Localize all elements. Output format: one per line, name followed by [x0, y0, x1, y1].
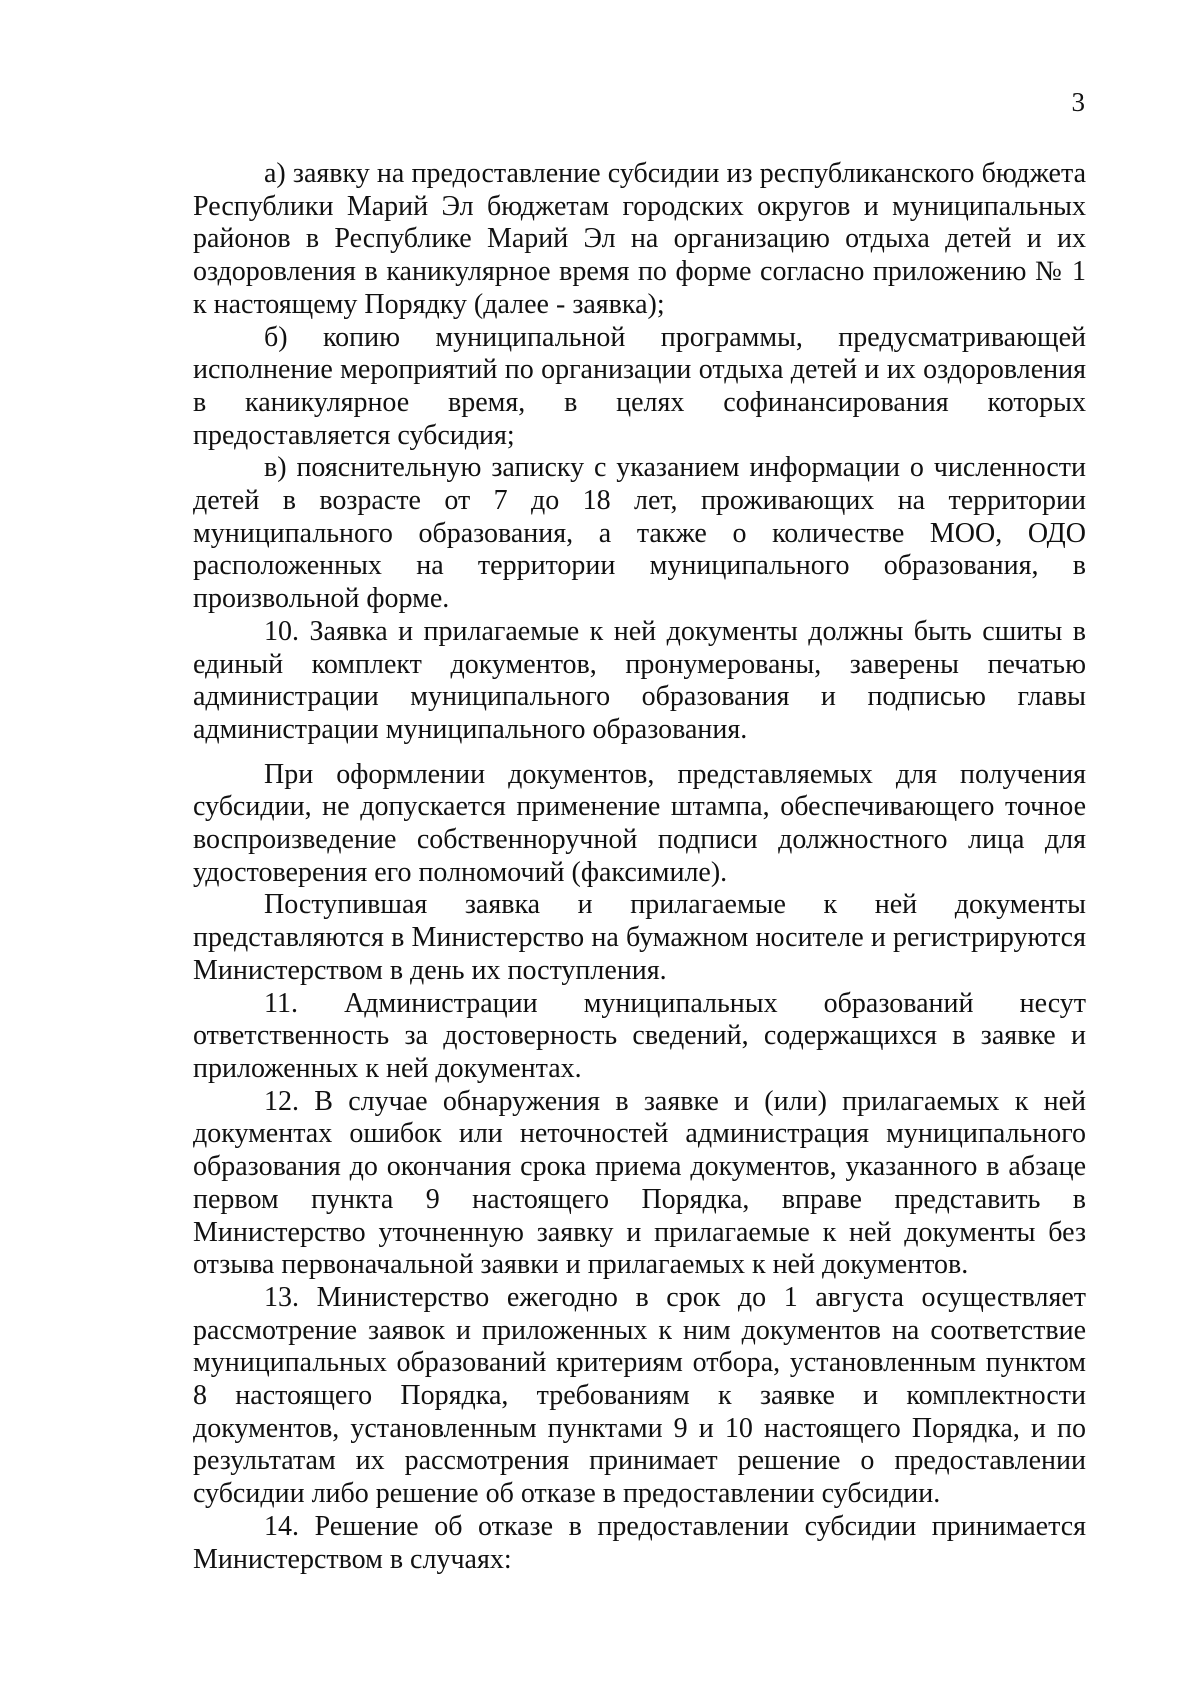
- paragraph-12-corrections: 12. В случае обнаружения в заявке и (или) прилагаемых к ней документах ошибок или неточностей администрация муниципального образования до окончания срока приема документов, указанного в абзаце первом пункта 9 настоящего Порядка, вправе представить в Министерство уточненную заявку и прилагаемые к ней документы без отзыва первоначальной заявки и прилагаемых к ней документов.: [193, 1085, 1086, 1281]
- paragraph-submission-registration: Поступившая заявка и прилагаемые к ней документы представляются в Министерство на бумажном носителе и регистрируются Министерством в день их поступления.: [193, 889, 1086, 986]
- paragraph-11-responsibility: 11. Администрации муниципальных образований несут ответственность за достоверность сведений, содержащихся в заявке и приложенных к ней документах.: [193, 987, 1086, 1084]
- paragraph-10-document-set: 10. Заявка и прилагаемые к ней документы должны быть сшиты в единый комплект документов, пронумерованы, заверены печатью администрации муниципального образования и подписью главы администрации муниципального образования.: [193, 615, 1086, 745]
- paragraph-c-explanatory-note: в) пояснительную записку с указанием информации о численности детей в возрасте от 7 до 18 лет, проживающих на территории муниципального образования, а также о количестве МОО, ОДО расположенных на территории муниципального образования, в произвольной форме.: [193, 452, 1086, 615]
- document-body: [193, 158, 1086, 1576]
- page-number: 3: [1071, 87, 1085, 117]
- paragraph-13-review: 13. Министерство ежегодно в срок до 1 августа осуществляет рассмотрение заявок и приложенных к ним документов на соответствие муниципальных образований критериям отбора, установленным пунктом 8 настоящего Порядка, требованиям к заявке и комплектности документов, установленным пунктами 9 и 10 настоящего Порядка, и по результатам их рассмотрения принимает решение о предоставлении субсидии либо решение об отказе в предоставлении субсидии.: [193, 1281, 1086, 1510]
- paragraph-14-refusal: 14. Решение об отказе в предоставлении субсидии принимается Министерством в случаях:: [193, 1510, 1086, 1575]
- paragraph-facsimile-prohibition: При оформлении документов, представляемых для получения субсидии, не допускается применение штампа, обеспечивающего точное воспроизведение собственноручной подписи должностного лица для удостоверения его полномочий (факсимиле).: [193, 758, 1086, 888]
- paragraph-a-application: а) заявку на предоставление субсидии из республиканского бюджета Республики Марий Эл бюджетам городских округов и муниципальных районов в Республике Марий Эл на организацию отдыха детей и их оздоровления в каникулярное время по форме согласно приложению № 1 к настоящему Порядку (далее - заявка);: [193, 158, 1086, 320]
- paragraph-b-program-copy: б) копию муниципальной программы, предусматривающей исполнение мероприятий по организации отдыха детей и их оздоровления в каникулярное время, в целях софинансирования которых предоставляется субсидия;: [193, 321, 1086, 451]
